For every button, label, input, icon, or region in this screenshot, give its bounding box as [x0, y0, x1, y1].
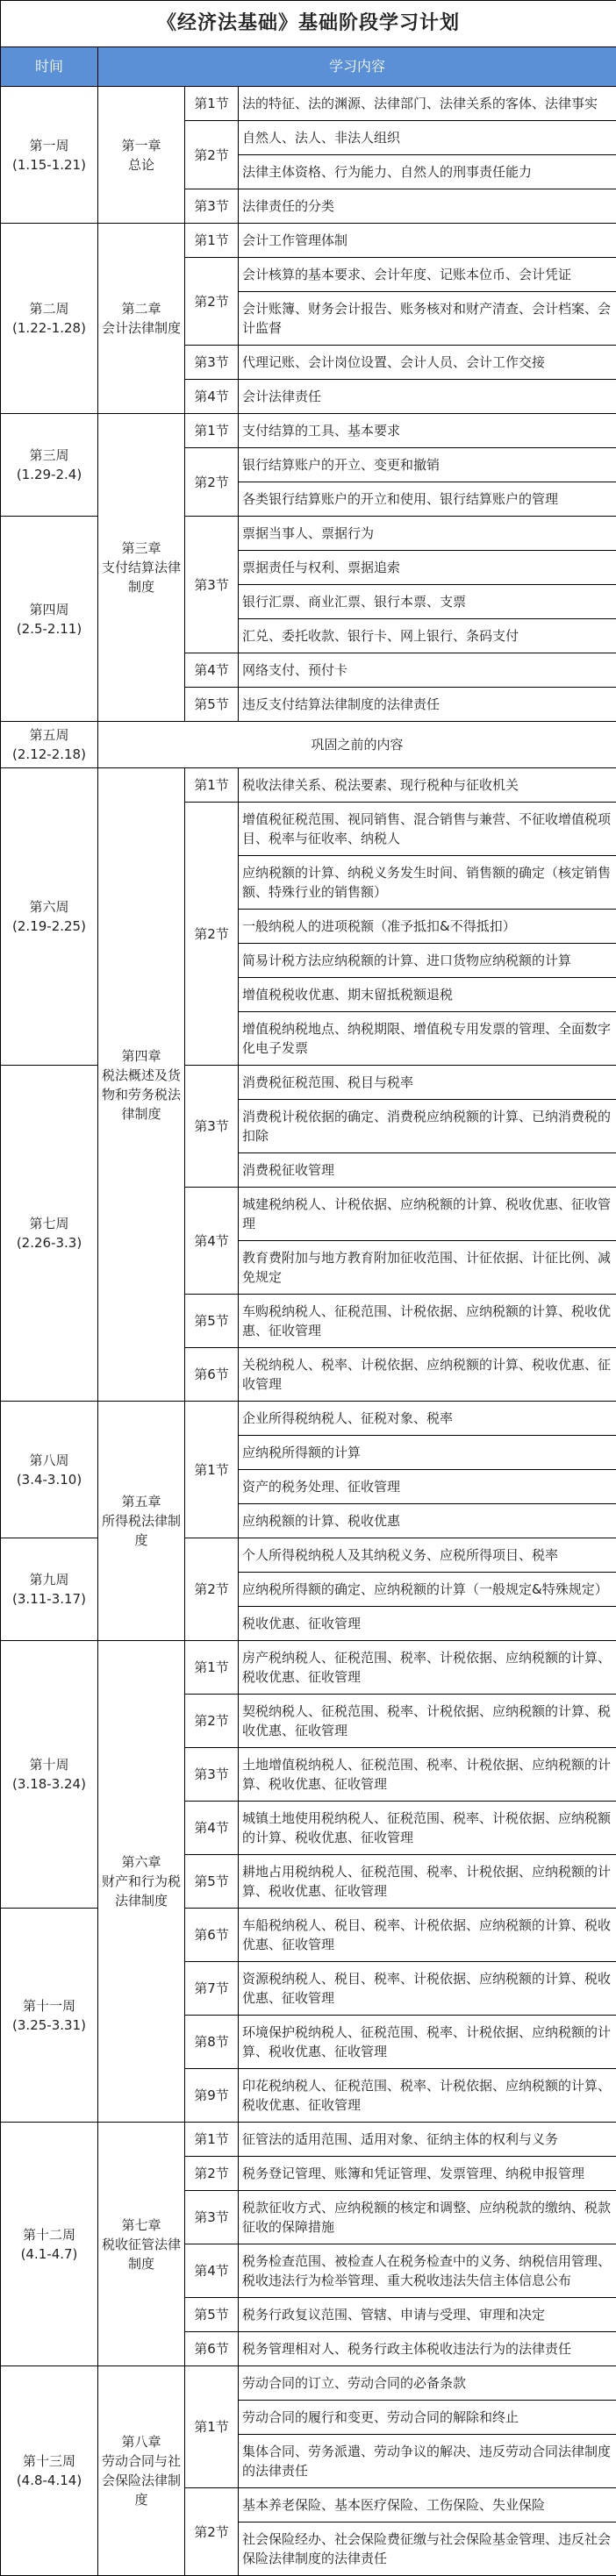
chapter-cell: [98, 768, 185, 1402]
topic-content: 各类银行结算账户的开立和使用、银行结算账户的管理: [239, 482, 616, 517]
week-cell: [1, 1066, 98, 1402]
week-cell: [1, 1641, 98, 1909]
topic-content: 会计工作管理体制: [239, 224, 616, 258]
topic-content: 劳动合同的订立、劳动合同的必备条款: [239, 2366, 616, 2401]
section-cell: 第2节: [185, 448, 239, 517]
section-cell: 第6节: [185, 1909, 239, 1962]
topic-content: 个人所得税纳税人及其纳税义务、应税所得项目、税率: [239, 1538, 616, 1573]
week-label: 第六周: [2, 897, 97, 917]
topic-content: 城镇土地使用税纳税人、征税范围、税率、计税依据、应纳税额的计算、税收优惠、征收管理: [239, 1802, 616, 1855]
topic-content: 应纳税所得额的计算: [239, 1436, 616, 1470]
week-dates: (3.11-3.17): [2, 1589, 97, 1609]
chapter-cell: [98, 2366, 185, 2576]
section-cell: 第7节: [185, 1962, 239, 2016]
section-cell: 第2节: [185, 1695, 239, 1748]
section-cell: 第5节: [185, 2298, 239, 2332]
section-cell: 第2节: [185, 121, 239, 189]
week-dates: (3.25-3.31): [2, 2016, 97, 2035]
topic-content: 票据当事人、票据行为: [239, 517, 616, 551]
section-cell: 第3节: [185, 517, 239, 653]
table-row: [1, 768, 616, 803]
chapter-title: 税法概述及货物和劳务税法律制度: [99, 1066, 183, 1124]
week-cell: [1, 2366, 98, 2576]
topic-content: 法的特征、法的渊源、法律部门、法律关系的客体、法律事实: [239, 87, 616, 121]
week-dates: (2.26-3.3): [2, 1233, 97, 1252]
chapter-title: 财产和行为税法律制度: [99, 1872, 183, 1910]
week-label: 第九周: [2, 1570, 97, 1589]
table-row: [1, 1402, 616, 1436]
topic-content: 应纳税额的计算、税收优惠: [239, 1504, 616, 1538]
topic-content: 土地增值税纳税人、征税范围、税率、计税依据、应纳税额的计算、税收优惠、征收管理: [239, 1748, 616, 1802]
section-cell: 第1节: [185, 414, 239, 448]
table-row: [1, 87, 616, 121]
topic-content: 集体合同、劳务派遣、劳动争议的解决、违反劳动合同法律制度的法律责任: [239, 2435, 616, 2488]
section-cell: 第2节: [185, 803, 239, 1066]
week-dates: (1.15-1.21): [2, 155, 97, 175]
section-cell: 第2节: [185, 2488, 239, 2576]
week-dates: (4.1-4.7): [2, 2244, 97, 2264]
week-label: 第四周: [2, 600, 97, 619]
chapter-cell: [98, 1402, 185, 1641]
section-cell: 第3节: [185, 346, 239, 380]
chapter-cell: [98, 414, 185, 722]
chapter-title: 会计法律制度: [99, 318, 183, 338]
section-cell: 第4节: [185, 1188, 239, 1295]
section-cell: 第2节: [185, 2157, 239, 2191]
topic-content: 税款征收方式、应纳税额的核定和调整、应纳税款的缴纳、税款征收的保障措施: [239, 2191, 616, 2244]
topic-content: 支付结算的工具、基本要求: [239, 414, 616, 448]
section-cell: 第6节: [185, 2332, 239, 2366]
week-cell: [1, 722, 98, 768]
topic-content: 资源税纳税人、税目、税率、计税依据、应纳税额的计算、税收优惠、征收管理: [239, 1962, 616, 2016]
topic-content: 法律责任的分类: [239, 189, 616, 224]
week-dates: (2.19-2.25): [2, 917, 97, 936]
week-label: 第十周: [2, 1755, 97, 1774]
week-cell: [1, 1538, 98, 1641]
week-cell: [1, 224, 98, 414]
topic-content: 税务检查范围、被检查人在税务检查中的义务、纳税信用管理、税收违法行为检举管理、重大税收违法失信主体信息公布: [239, 2244, 616, 2298]
section-cell: 第4节: [185, 1802, 239, 1855]
table-row: [1, 1538, 616, 1573]
chapter-label: 第七章: [99, 2216, 183, 2235]
chapter-label: 第四章: [99, 1046, 183, 1066]
topic-content: 简易计税方法应纳税额的计算、进口货物应纳税额的计算: [239, 944, 616, 978]
chapter-cell: [98, 1641, 185, 2123]
topic-content: 应纳税额的计算、纳税义务发生时间、销售额的确定（核定销售额、特殊行业的销售额）: [239, 856, 616, 910]
topic-content: 代理记账、会计岗位设置、会计人员、会计工作交接: [239, 346, 616, 380]
chapter-title: 劳动合同与社会保险法律制度: [99, 2451, 183, 2509]
topic-content: 企业所得税纳税人、征税对象、税率: [239, 1402, 616, 1436]
section-cell: 第1节: [185, 2366, 239, 2488]
topic-content: 房产税纳税人、征税范围、税率、计税依据、应纳税额的计算、税收优惠、征收管理: [239, 1641, 616, 1695]
topic-content: 违反支付结算法律制度的法律责任: [239, 688, 616, 722]
week-cell: [1, 2123, 98, 2366]
section-cell: 第4节: [185, 653, 239, 688]
review-content: 巩固之前的内容: [98, 722, 616, 768]
topic-content: 会计法律责任: [239, 380, 616, 414]
table-row: [1, 224, 616, 258]
week-cell: [1, 414, 98, 517]
table-row: [1, 1641, 616, 1695]
topic-content: 汇兑、委托收款、银行卡、网上银行、条码支付: [239, 619, 616, 653]
section-cell: 第3节: [185, 1066, 239, 1188]
chapter-label: 第一章: [99, 136, 183, 155]
section-cell: 第9节: [185, 2069, 239, 2123]
topic-content: 会计核算的基本要求、会计年度、记账本位币、会计凭证: [239, 258, 616, 292]
topic-content: 耕地占用税纳税人、征税范围、税率、计税依据、应纳税额的计算、税收优惠、征收管理: [239, 1855, 616, 1909]
section-cell: 第2节: [185, 258, 239, 346]
header-time: 时间: [1, 47, 98, 87]
plan-body: [1, 87, 616, 2576]
chapter-label: 第六章: [99, 1852, 183, 1872]
topic-content: 消费税征收管理: [239, 1153, 616, 1188]
topic-content: 劳动合同的履行和变更、劳动合同的解除和终止: [239, 2401, 616, 2435]
week-label: 第一周: [2, 136, 97, 155]
chapter-cell: [98, 2123, 185, 2366]
table-row: [1, 1066, 616, 1100]
chapter-cell: [98, 224, 185, 414]
section-cell: 第5节: [185, 1855, 239, 1909]
topic-content: 税务管理相对人、税务行政主体税收违法行为的法律责任: [239, 2332, 616, 2366]
chapter-label: 第五章: [99, 1492, 183, 1511]
section-cell: 第1节: [185, 1402, 239, 1538]
topic-content: 应纳税所得额的确定、应纳税额的计算（一般规定&特殊规定）: [239, 1573, 616, 1607]
week-label: 第八周: [2, 1451, 97, 1470]
section-cell: 第1节: [185, 87, 239, 121]
week-cell: [1, 1402, 98, 1538]
topic-content: 银行结算账户的开立、变更和撤销: [239, 448, 616, 482]
topic-content: 征管法的适用范围、适用对象、征纳主体的权利与义务: [239, 2123, 616, 2157]
topic-content: 印花税纳税人、征税范围、税率、计税依据、应纳税额的计算、税收优惠、征收管理: [239, 2069, 616, 2123]
week-cell: [1, 517, 98, 722]
topic-content: 银行汇票、商业汇票、银行本票、支票: [239, 585, 616, 619]
chapter-cell: [98, 87, 185, 224]
section-cell: 第5节: [185, 688, 239, 722]
topic-content: 社会保险经办、社会保险费征缴与社会保险基金管理、违反社会保险法律制度的法律责任: [239, 2522, 616, 2576]
topic-content: 消费税计税依据的确定、消费税应纳税额的计算、已纳消费税的扣除: [239, 1100, 616, 1153]
topic-content: 税务行政复议范围、管辖、申请与受理、审理和决定: [239, 2298, 616, 2332]
topic-content: 消费税征税范围、税目与税率: [239, 1066, 616, 1100]
topic-content: 城建税纳税人、计税依据、应纳税额的计算、税收优惠、征收管理: [239, 1188, 616, 1241]
table-row: [1, 2366, 616, 2401]
table-row: [1, 517, 616, 551]
topic-content: 资产的税务处理、征收管理: [239, 1470, 616, 1504]
week-dates: (3.4-3.10): [2, 1470, 97, 1489]
section-cell: 第5节: [185, 1295, 239, 1348]
topic-content: 契税纳税人、征税范围、税率、计税依据、应纳税额的计算、税收优惠、征收管理: [239, 1695, 616, 1748]
topic-content: 环境保护税纳税人、征税范围、税率、计税依据、应纳税额的计算、税收优惠、征收管理: [239, 2016, 616, 2069]
topic-content: 增值税纳税地点、纳税期限、增值税专用发票的管理、全面数字化电子发票: [239, 1012, 616, 1066]
week-dates: (2.5-2.11): [2, 619, 97, 639]
week-label: 第十二周: [2, 2225, 97, 2244]
week-dates: (4.8-4.14): [2, 2471, 97, 2490]
section-cell: 第1节: [185, 1641, 239, 1695]
topic-content: 票据责任与权利、票据追索: [239, 551, 616, 585]
table-row: [1, 414, 616, 448]
topic-content: 车船税纳税人、税目、税率、计税依据、应纳税额的计算、税收优惠、征收管理: [239, 1909, 616, 1962]
section-cell: 第6节: [185, 1348, 239, 1402]
section-cell: 第4节: [185, 380, 239, 414]
section-cell: 第1节: [185, 768, 239, 803]
table-row: [1, 722, 616, 768]
section-cell: 第3节: [185, 1748, 239, 1802]
section-cell: 第2节: [185, 1538, 239, 1641]
topic-content: 一般纳税人的进项税额（准予抵扣&不得抵扣）: [239, 910, 616, 944]
chapter-title: 总论: [99, 155, 183, 175]
week-dates: (3.18-3.24): [2, 1774, 97, 1794]
week-cell: [1, 87, 98, 224]
week-label: 第十一周: [2, 1996, 97, 2016]
section-cell: 第1节: [185, 224, 239, 258]
topic-content: 增值税征税范围、视同销售、混合销售与兼营、不征收增值税项目、税率与征收率、纳税人: [239, 803, 616, 856]
chapter-label: 第二章: [99, 299, 183, 318]
section-cell: 第8节: [185, 2016, 239, 2069]
section-cell: 第4节: [185, 2244, 239, 2298]
week-label: 第七周: [2, 1214, 97, 1233]
topic-content: 增值税税收优惠、期末留抵税额退税: [239, 978, 616, 1012]
week-dates: (1.29-2.4): [2, 465, 97, 484]
week-cell: [1, 768, 98, 1066]
page-title: 《经济法基础》基础阶段学习计划: [1, 1, 616, 47]
section-cell: 第3节: [185, 189, 239, 224]
topic-content: 会计账簿、财务会计报告、账务核对和财产清查、会计档案、会计监督: [239, 292, 616, 346]
topic-content: 法律主体资格、行为能力、自然人的刑事责任能力: [239, 155, 616, 189]
chapter-label: 第三章: [99, 539, 183, 558]
week-label: 第十三周: [2, 2451, 97, 2471]
topic-content: 税务登记管理、账簿和凭证管理、发票管理、纳税申报管理: [239, 2157, 616, 2191]
section-cell: 第3节: [185, 2191, 239, 2244]
topic-content: 税收法律关系、税法要素、现行税种与征收机关: [239, 768, 616, 803]
topic-content: 车购税纳税人、征税范围、计税依据、应纳税额的计算、税收优惠、征收管理: [239, 1295, 616, 1348]
topic-content: 税收优惠、征收管理: [239, 1607, 616, 1641]
chapter-title: 所得税法律制度: [99, 1511, 183, 1550]
topic-content: 教育费附加与地方教育附加征收范围、计征依据、计征比例、减免规定: [239, 1241, 616, 1295]
topic-content: 自然人、法人、非法人组织: [239, 121, 616, 155]
chapter-label: 第八章: [99, 2432, 183, 2451]
header-content: 学习内容: [98, 47, 616, 87]
section-cell: 第1节: [185, 2123, 239, 2157]
topic-content: 网络支付、预付卡: [239, 653, 616, 688]
table-row: [1, 2123, 616, 2157]
topic-content: 关税纳税人、税率、计税依据、应纳税额的计算、税收优惠、征收管理: [239, 1348, 616, 1402]
week-dates: (2.12-2.18): [2, 745, 97, 764]
chapter-title: 税收征管法律制度: [99, 2235, 183, 2273]
topic-content: 基本养老保险、基本医疗保险、工伤保险、失业保险: [239, 2488, 616, 2522]
table-row: [1, 1909, 616, 1962]
chapter-title: 支付结算法律制度: [99, 558, 183, 596]
week-cell: [1, 1909, 98, 2123]
week-label: 第二周: [2, 299, 97, 318]
week-label: 第五周: [2, 725, 97, 745]
week-dates: (1.22-1.28): [2, 318, 97, 338]
week-label: 第三周: [2, 446, 97, 465]
